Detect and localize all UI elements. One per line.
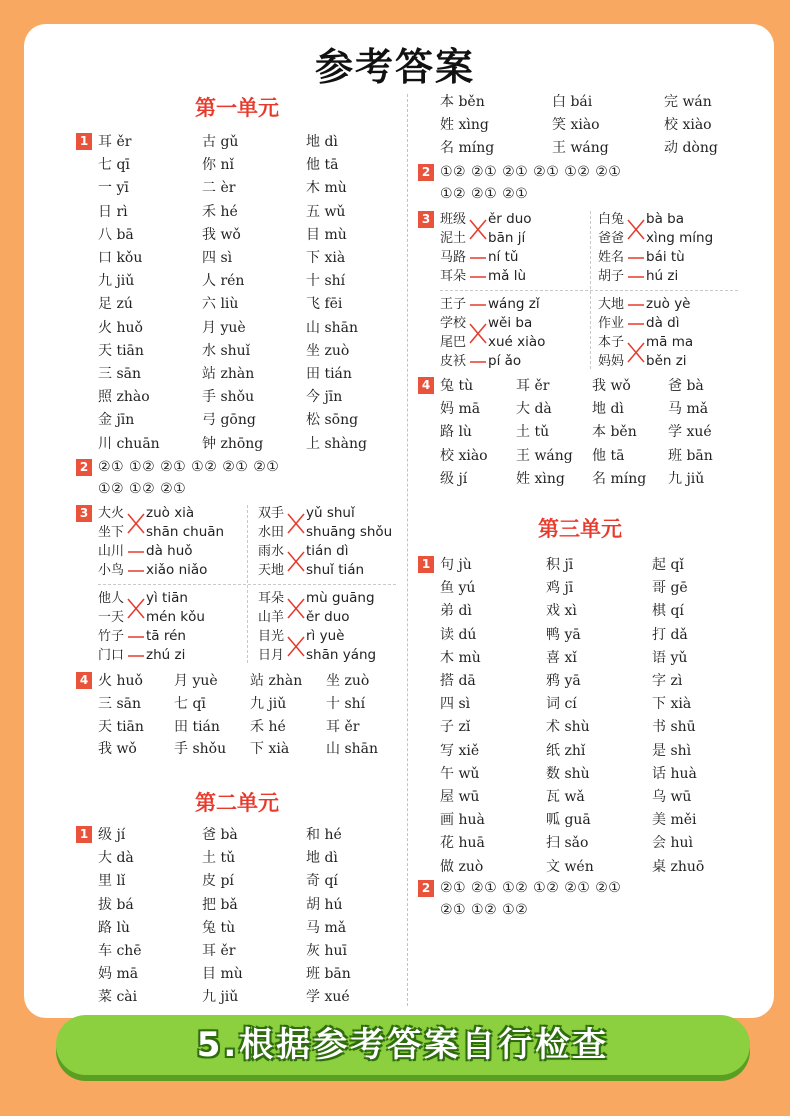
answer-item: 下 xià (250, 741, 290, 758)
answer-item: 路 lù (98, 919, 130, 936)
answer-item: 十 shí (326, 695, 366, 712)
answer-item: 兔 tù (202, 919, 236, 936)
answer-item: 松 sōng (306, 412, 359, 429)
match-word: 耳朵 (440, 269, 467, 284)
answer-item: 目 mù (306, 226, 347, 243)
answer-item: 和 hé (306, 827, 342, 843)
match-pinyin: mā ma (646, 334, 694, 350)
match-word: 水田 (258, 525, 285, 540)
match-word: 山羊 (258, 610, 285, 625)
answer-item: 校 xiào (664, 117, 712, 134)
match-word: 大火 (98, 506, 125, 521)
answer-item: 瓦 wǎ (546, 789, 585, 805)
answer-item: 土 tǔ (202, 850, 236, 867)
match-word: 胡子 (598, 269, 625, 284)
match-pinyin: dà dì (646, 315, 680, 331)
match-word: 学校 (440, 316, 467, 331)
answer-item: 纸 zhǐ (546, 742, 586, 759)
answer-item: 田 tián (174, 718, 220, 735)
match-word: 班级 (440, 212, 467, 227)
answer-item: 马 mǎ (668, 401, 709, 418)
answer-item: 妈 mā (98, 966, 139, 983)
answer-item: 校 xiào (440, 447, 488, 464)
answer-item: 火 huǒ (98, 673, 143, 689)
answer-item: 古 gǔ (202, 134, 239, 150)
answer-item: 书 shū (652, 719, 696, 736)
answer-item: 站 zhàn (202, 366, 255, 382)
answer-item: 他 tā (306, 157, 339, 174)
answer-item: 话 huà (652, 765, 697, 782)
answer-item: 下 xià (652, 696, 692, 713)
answer-item: 马 mǎ (306, 919, 347, 936)
answer-item: 大 dà (98, 850, 134, 867)
answer-item: 文 wén (546, 858, 594, 875)
answer-item: 里 lǐ (98, 873, 126, 890)
answer-item: 鸡 jī (546, 580, 574, 597)
answer-item: 九 jiǔ (202, 989, 239, 1006)
answer-item: 地 dì (306, 134, 338, 150)
answer-item: 九 jiǔ (668, 470, 705, 487)
answer-item: 鸭 yā (546, 626, 581, 643)
answer-item: 名 míng (592, 470, 647, 487)
answer-item: 奇 qí (306, 873, 338, 890)
match-word: 白兔 (598, 212, 625, 227)
answer-item: 鱼 yú (440, 580, 476, 597)
match-word: 目光 (258, 629, 285, 644)
answer-item: 耳 ěr (202, 943, 236, 959)
answer-item: 屋 wū (440, 789, 480, 805)
column-divider (407, 94, 408, 1006)
match-pinyin: bái tù (646, 249, 685, 265)
answer-item: 王 wáng (552, 140, 609, 157)
answer-item: 照 zhào (98, 389, 150, 406)
answer-item: 五 wǔ (306, 203, 346, 220)
answer-item: 我 wǒ (592, 378, 631, 394)
match-word: 王子 (440, 297, 467, 312)
separator (440, 290, 738, 291)
answer-item: 呱 guā (546, 812, 591, 829)
answer-item: 坐 zuò (326, 673, 370, 689)
answer-item: 字 zì (652, 673, 683, 689)
answer-item: 手 shǒu (202, 389, 255, 406)
answer-item: 词 cí (546, 696, 577, 713)
match-pinyin: zuò yè (646, 296, 691, 312)
answer-item: 四 sì (440, 696, 471, 713)
question-number: 1 (418, 556, 434, 573)
match-word: 马路 (440, 250, 467, 265)
match-word: 姓名 (598, 250, 625, 265)
match-pinyin: zuò xià (146, 505, 195, 521)
match-word: 竹子 (98, 629, 125, 644)
separator (590, 211, 591, 369)
answer-item: 六 liù (202, 296, 239, 313)
answer-item: 上 shàng (306, 435, 367, 452)
order-answer: ②① ②① ①② ①② ②① ②① (440, 880, 622, 896)
match-pinyin: xiǎo niǎo (146, 562, 208, 578)
answer-item: 耳 ěr (326, 718, 360, 735)
question-number: 2 (76, 459, 92, 476)
question-number: 2 (418, 880, 434, 897)
match-pinyin: bà ba (646, 211, 684, 227)
question-number: 4 (76, 672, 92, 689)
answer-item: 坐 zuò (306, 342, 350, 359)
match-word: 本子 (598, 335, 625, 350)
answer-item: 土 tǔ (516, 424, 550, 441)
answer-item: 鸦 yā (546, 673, 581, 689)
answer-item: 川 chuān (98, 435, 160, 452)
answer-item: 我 wǒ (98, 741, 137, 758)
answer-item: 积 jī (546, 557, 574, 573)
answer-item: 三 sān (98, 366, 141, 382)
match-pinyin: shān yáng (306, 647, 377, 663)
answer-item: 今 jīn (306, 389, 343, 406)
answer-item: 班 bān (306, 966, 351, 983)
answer-item: 学 xué (306, 989, 350, 1006)
answer-item: 地 dì (306, 850, 338, 867)
answer-item: 站 zhàn (250, 673, 303, 689)
answer-item: 数 shù (546, 765, 590, 782)
answer-item: 语 yǔ (652, 649, 688, 666)
answer-item: 拔 bá (98, 896, 134, 913)
answer-item: 人 rén (202, 273, 245, 290)
answer-item: 美 měi (652, 812, 697, 829)
unit-title: 第一单元 (195, 96, 279, 120)
answer-item: 班 bān (668, 447, 713, 464)
answer-item: 天 tiān (98, 718, 144, 735)
order-answer: ①② ②① ②① ②① ①② ②① (440, 164, 622, 180)
answer-item: 他 tā (592, 447, 625, 464)
answer-item: 目 mù (202, 966, 243, 983)
answer-item: 爸 bà (668, 378, 704, 394)
match-word: 雨水 (258, 544, 285, 559)
question-number: 1 (76, 826, 92, 843)
answer-item: 天 tiān (98, 342, 144, 359)
page-title: 参考答案 (314, 45, 475, 89)
answer-item: 写 xiě (440, 742, 480, 759)
match-pinyin: bān jí (488, 230, 526, 246)
match-word: 大地 (598, 297, 625, 312)
banner-text: 5.根据参考答案自行检查 (196, 1025, 610, 1065)
answer-item: 月 yuè (202, 319, 246, 336)
answer-item: 本 běn (440, 94, 485, 110)
answer-item: 把 bǎ (202, 896, 238, 913)
match-pinyin: běn zi (646, 353, 687, 369)
answer-item: 手 shǒu (174, 741, 227, 758)
answer-item: 笑 xiào (552, 117, 600, 134)
match-word: 天地 (258, 563, 285, 578)
match-pinyin: rì yuè (306, 628, 345, 644)
question-number: 3 (76, 505, 92, 522)
match-pinyin: mǎ lù (488, 268, 527, 284)
match-word: 一天 (98, 610, 125, 625)
answer-item: 山 shān (326, 741, 379, 758)
answer-item: 搭 dā (440, 673, 476, 689)
answer-item: 会 huì (652, 835, 693, 852)
answer-item: 读 dú (440, 626, 477, 643)
match-word: 泥土 (440, 231, 467, 246)
match-pinyin: dà huǒ (146, 543, 193, 559)
match-word: 日月 (258, 648, 285, 663)
answer-item: 飞 fēi (306, 296, 343, 313)
match-pinyin: shuāng shǒu (306, 524, 393, 540)
answer-item: 画 huà (440, 812, 485, 829)
question-number: 2 (418, 164, 434, 181)
answer-item: 禾 hé (250, 718, 286, 735)
question-number: 4 (418, 377, 434, 394)
answer-item: 王 wáng (516, 447, 573, 464)
answer-item: 学 xué (668, 424, 712, 441)
match-pinyin: ěr duo (306, 609, 350, 625)
answer-item: 日 rì (98, 203, 128, 220)
answer-item: 戏 xì (546, 603, 577, 620)
answer-item: 水 shuǐ (202, 342, 251, 359)
match-pinyin: ní tǔ (488, 249, 519, 265)
answer-item: 级 jí (98, 827, 126, 843)
answer-item: 哥 gē (652, 580, 688, 597)
match-word: 耳朵 (258, 591, 285, 606)
answer-item: 八 bā (98, 226, 134, 243)
answer-item: 山 shān (306, 319, 359, 336)
answer-item: 三 sān (98, 695, 141, 712)
match-word: 妈妈 (598, 354, 625, 369)
answer-item: 车 chē (98, 943, 142, 959)
answer-item: 足 zú (98, 296, 133, 313)
answer-item: 田 tián (306, 366, 352, 382)
answer-item: 月 yuè (174, 673, 218, 689)
match-word: 爸爸 (598, 231, 625, 246)
answer-item: 下 xià (306, 250, 346, 266)
answer-item: 皮 pí (202, 873, 234, 890)
answer-item: 地 dì (592, 401, 624, 418)
answer-item: 爸 bà (202, 827, 238, 843)
answer-item: 大 dà (516, 401, 552, 418)
answer-item: 喜 xǐ (546, 649, 577, 666)
answer-item: 是 shì (652, 742, 692, 759)
answer-item: 乌 wū (652, 789, 692, 805)
match-pinyin: zhú zi (146, 647, 186, 663)
answer-item: 耳 ěr (98, 134, 132, 150)
answer-item: 兔 tù (440, 378, 474, 394)
match-pinyin: yǔ shuǐ (306, 505, 355, 521)
answer-item: 木 mù (440, 649, 481, 666)
answer-item: 子 zǐ (440, 719, 471, 736)
answer-item: 桌 zhuō (652, 858, 705, 875)
answer-item: 金 jīn (98, 412, 135, 429)
answer-item: 口 kǒu (98, 250, 143, 266)
match-pinyin: mù guāng (306, 590, 375, 606)
answer-item: 七 qī (98, 157, 130, 174)
match-word: 坐下 (98, 525, 125, 540)
match-pinyin: hú zi (646, 268, 679, 284)
answer-item: 路 lù (440, 424, 472, 441)
answer-item: 白 bái (552, 94, 593, 110)
answer-item: 我 wǒ (202, 226, 241, 243)
question-number: 1 (76, 133, 92, 150)
match-word: 作业 (598, 316, 625, 331)
match-pinyin: tián dì (306, 543, 349, 559)
match-word: 皮袄 (440, 354, 467, 369)
answer-item: 级 jí (440, 470, 468, 487)
answer-item: 做 zuò (440, 858, 484, 875)
match-word: 他人 (98, 591, 125, 606)
match-pinyin: mén kǒu (146, 609, 205, 625)
answer-item: 一 yī (98, 180, 129, 197)
answer-item: 耳 ěr (516, 378, 550, 394)
match-pinyin: shuǐ tián (306, 562, 365, 578)
answer-item: 弓 gōng (202, 412, 256, 429)
answer-item: 二 èr (202, 180, 236, 197)
answer-item: 句 jù (440, 557, 472, 573)
match-pinyin: pí ǎo (488, 353, 522, 369)
answer-item: 胡 hú (306, 896, 343, 913)
unit-title: 第三单元 (538, 517, 622, 541)
match-word: 门口 (98, 648, 125, 663)
answer-item: 午 wǔ (440, 765, 480, 782)
match-pinyin: ěr duo (488, 211, 532, 227)
order-answer: ②① ①② ②① ①② ②① ②① (98, 459, 280, 475)
match-pinyin: wěi ba (488, 315, 533, 331)
match-pinyin: yì tiān (146, 590, 188, 606)
match-pinyin: shān chuān (146, 524, 225, 540)
answer-item: 木 mù (306, 180, 347, 197)
question-number: 3 (418, 211, 434, 228)
answer-item: 弟 dì (440, 603, 472, 620)
answer-item: 九 jiǔ (98, 273, 135, 290)
answer-item: 四 sì (202, 250, 233, 266)
answer-item: 扫 sǎo (546, 835, 589, 852)
match-pinyin: tā rén (146, 628, 186, 644)
order-answer: ①② ②① ②① (440, 186, 529, 202)
separator (247, 505, 248, 663)
answer-item: 花 huā (440, 835, 485, 852)
answer-item: 禾 hé (202, 203, 238, 220)
answer-item: 完 wán (664, 94, 712, 110)
answer-item: 九 jiǔ (250, 695, 287, 712)
answer-item: 名 míng (440, 140, 495, 157)
answer-item: 姓 xìng (440, 117, 489, 134)
order-answer: ①② ①② ②① (98, 481, 187, 497)
match-pinyin: wáng zǐ (488, 296, 540, 312)
answer-item: 棋 qí (652, 603, 684, 620)
match-pinyin: xìng míng (646, 230, 714, 246)
match-word: 小鸟 (98, 563, 125, 578)
match-word: 双手 (258, 506, 285, 521)
answer-item: 打 dǎ (652, 626, 688, 643)
answer-item: 动 dòng (664, 140, 718, 157)
answer-item: 钟 zhōng (202, 435, 264, 452)
answer-item: 菜 cài (98, 989, 138, 1006)
answer-item: 起 qǐ (652, 557, 684, 573)
match-word: 尾巴 (440, 335, 467, 350)
answer-item: 本 běn (592, 424, 637, 441)
answer-item: 十 shí (306, 273, 346, 290)
answer-item: 你 nǐ (202, 157, 234, 174)
match-pinyin: xué xiào (488, 334, 546, 350)
unit-title: 第二单元 (195, 791, 279, 815)
answer-item: 七 qī (174, 695, 206, 712)
order-answer: ②① ①② ①② (440, 902, 529, 918)
answer-item: 妈 mā (440, 401, 481, 418)
answer-item: 术 shù (546, 719, 590, 736)
answer-item: 灰 huī (306, 943, 347, 959)
answer-item: 姓 xìng (516, 470, 565, 487)
match-word: 山川 (98, 544, 125, 559)
answer-item: 火 huǒ (98, 319, 143, 336)
